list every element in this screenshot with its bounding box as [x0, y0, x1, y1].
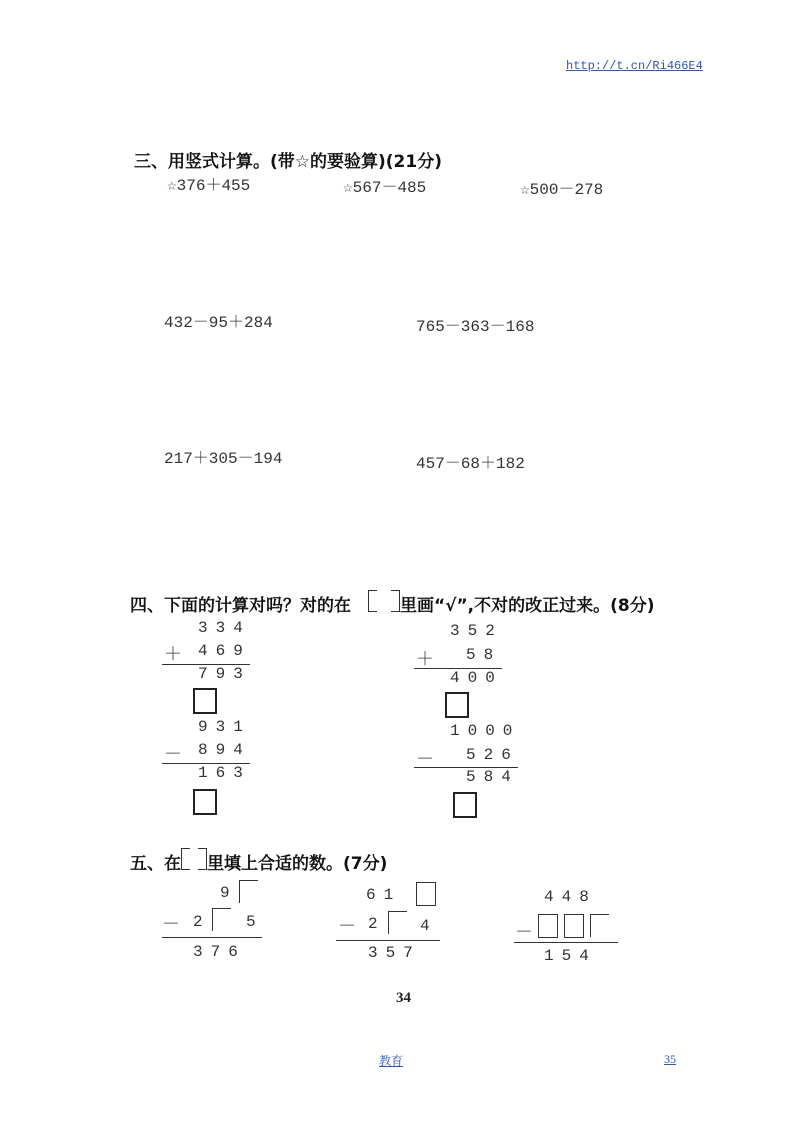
- expr-2: ☆567－485: [343, 179, 427, 197]
- p1-operator: ＋: [164, 644, 182, 665]
- q2-top: 61: [366, 886, 402, 904]
- answer-box-placeholder: [391, 590, 400, 612]
- page-number: 34: [396, 990, 411, 1006]
- q3-blank-3[interactable]: [590, 914, 609, 937]
- p3-operator: －: [164, 744, 182, 765]
- q3-result: 154: [544, 947, 597, 965]
- answer-box-placeholder: [198, 848, 207, 870]
- q1-mid-b: 5: [246, 913, 264, 931]
- p4-result: 584: [466, 768, 519, 786]
- q1-mid-a: 2: [193, 913, 211, 931]
- q2-line: [336, 940, 440, 941]
- q1-result: 376: [193, 943, 246, 961]
- p3-check-box[interactable]: [193, 789, 217, 815]
- q1-blank-2[interactable]: [212, 908, 231, 931]
- p3-top: 931: [198, 718, 251, 736]
- p2-result: 400: [450, 669, 503, 687]
- answer-box-placeholder: [368, 590, 377, 612]
- expr-3: ☆500－278: [520, 181, 604, 199]
- header-link[interactable]: http://t.cn/Ri466E4: [566, 59, 703, 73]
- q1-top: 9: [220, 884, 238, 902]
- p2-bottom: 58: [466, 646, 502, 664]
- p4-check-box[interactable]: [453, 792, 477, 818]
- p1-bottom: 469: [198, 642, 251, 660]
- expr-4: 432－95＋284: [164, 314, 273, 332]
- q3-line: [514, 942, 618, 943]
- section4-title-end: 里画“√”,不对的改正过来。(8分): [400, 596, 655, 616]
- section5-title-end: 里填上合适的数。(7分): [207, 854, 388, 874]
- p1-result: 793: [198, 665, 251, 683]
- footer-page-link[interactable]: 35: [664, 1052, 676, 1066]
- p2-operator: ＋: [416, 649, 434, 670]
- q1-line: [162, 937, 262, 938]
- q2-mid-a: 2: [368, 915, 386, 933]
- q3-blank-1[interactable]: [538, 914, 558, 938]
- p3-bottom: 894: [198, 741, 251, 759]
- section3-title: 三、用竖式计算。(带☆的要验算)(21分): [134, 152, 442, 172]
- q2-mid-b: 4: [420, 917, 438, 935]
- section4-title-start: 四、下面的计算对吗？对的在: [130, 596, 351, 616]
- answer-box-placeholder: [181, 848, 190, 870]
- p1-check-box[interactable]: [193, 688, 217, 714]
- q2-result: 357: [368, 944, 421, 962]
- q2-operator: －: [338, 916, 356, 937]
- q3-top: 448: [544, 888, 597, 906]
- expr-1: ☆376＋455: [167, 177, 251, 195]
- p4-bottom: 526: [466, 746, 519, 764]
- expr-7: 457－68＋182: [416, 455, 525, 473]
- q1-operator: －: [162, 914, 180, 935]
- p2-top: 352: [450, 622, 503, 640]
- expr-6: 217＋305－194: [164, 450, 283, 468]
- q2-blank-2[interactable]: [388, 911, 407, 934]
- q3-operator: －: [515, 922, 533, 943]
- p4-operator: －: [416, 749, 434, 770]
- p1-top: 334: [198, 619, 251, 637]
- p3-result: 163: [198, 764, 251, 782]
- q3-blank-2[interactable]: [564, 914, 584, 938]
- q1-blank-1[interactable]: [239, 880, 258, 903]
- p4-top: 1000: [450, 722, 521, 740]
- q2-blank-1[interactable]: [416, 882, 436, 906]
- section5-title-start: 五、在: [130, 854, 181, 874]
- expr-5: 765－363－168: [416, 318, 535, 336]
- footer-link[interactable]: 教育: [379, 1054, 404, 1068]
- p2-check-box[interactable]: [445, 692, 469, 718]
